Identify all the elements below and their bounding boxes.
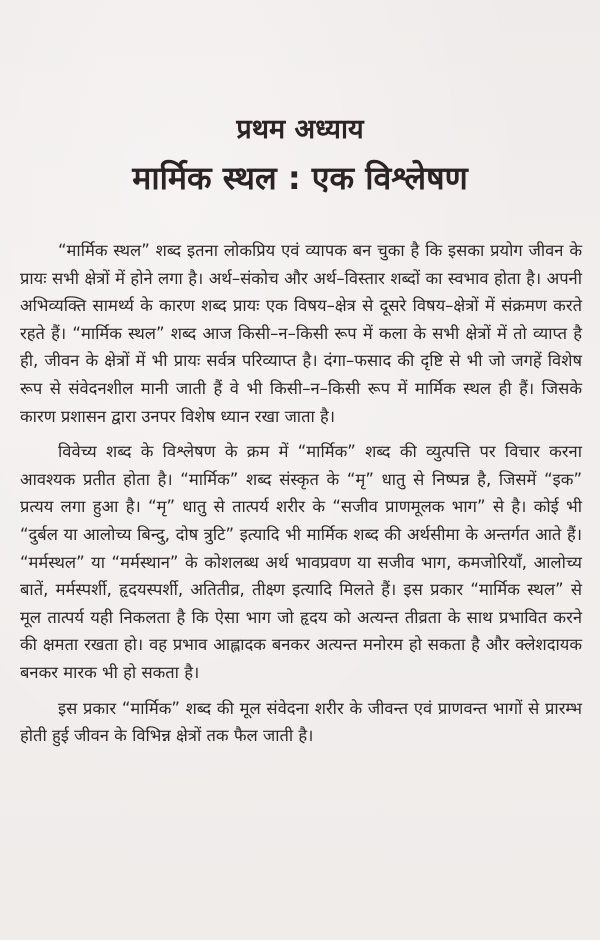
paragraph-1: “मार्मिक स्थल” शब्द इतना लोकप्रिय एवं व्यापक बन चुका है कि इसका प्रयोग जीवन के प्रायः सभी क्षेत्रों में होने लगा है। अर्थ–संकोच और अर्थ–विस्तार शब्दों का स्वभाव होता है। अपनी अभिव्यक्ति सामर्थ्य के कारण शब्द प्रायः एक विषय–क्षेत्र से दूसरे विषय–क्षेत्रों में संक्रमण करते रहते हैं। “मार्मिक स्थल” शब्द आज किसी–न–किसी रूप में कला के सभी क्षेत्रों में तो व्याप्त है ही, जीवन के क्षेत्रों में भी प्रायः सर्वत्र परिव्याप्त है। दंगा–फसाद की दृष्टि से भी जो जगहें विशेष रूप से संवेदनशील मानी जाती हैं वे भी किसी–न–किसी रूप में मार्मिक स्थल ही हैं। जिसके कारण प्रशासन द्वारा उनपर विशेष ध्यान रखा जाता है। <box>20 241 582 426</box>
chapter-number-heading: प्रथम अध्याय <box>236 114 364 145</box>
chapter-title-heading: मार्मिक स्थल : एक विश्लेषण <box>132 159 468 197</box>
paragraph-2: विवेच्य शब्द के विश्लेषण के क्रम में “मार्मिक” शब्द की व्युत्पत्ति पर विचार करना आवश्यक प्रतीत होता है। “मार्मिक” शब्द संस्कृत के “मृ” धातु से निष्पन्न है, जिसमें “इक” प्रत्यय लगा हुआ है। “मृ” धातु से तात्पर्य शरीर के “सजीव प्राणमूलक भाग” से है। कोई भी “दुर्बल या आलोच्य बिन्दु, दोष त्रुटि” इत्यादि भी मार्मिक शब्द की अर्थसीमा के अन्तर्गत आते हैं। “मर्मस्थल” या “मर्मस्थान” के कोशलब्ध अर्थ भावप्रवण या सजीव भाग, कमजोरियाँ, आलोच्य बातें, मर्मस्पर्शी, हृदयस्पर्शी, अतितीव्र, तीक्ष्ण इत्यादि मिलते हैं। इस प्रकार “मार्मिक स्थल” से मूल तात्पर्य यही निकलता है कि ऐसा भाग जो हृदय को अत्यन्त तीव्रता के साथ प्रभावित करने की क्षमता रखता हो। वह प्रभाव आह्लादक बनकर अत्यन्त मनोरम हो सकता है और क्लेशदायक बनकर मारक भी हो सकता है। <box>20 442 582 682</box>
chapter-body <box>20 237 582 750</box>
paragraph-3: इस प्रकार “मार्मिक” शब्द की मूल संवेदना शरीर के जीवन्त एवं प्राणवन्त भागों से प्रारम्भ होती हुई जीवन के विभिन्न क्षेत्रों तक फैल जाती है। <box>20 698 582 746</box>
